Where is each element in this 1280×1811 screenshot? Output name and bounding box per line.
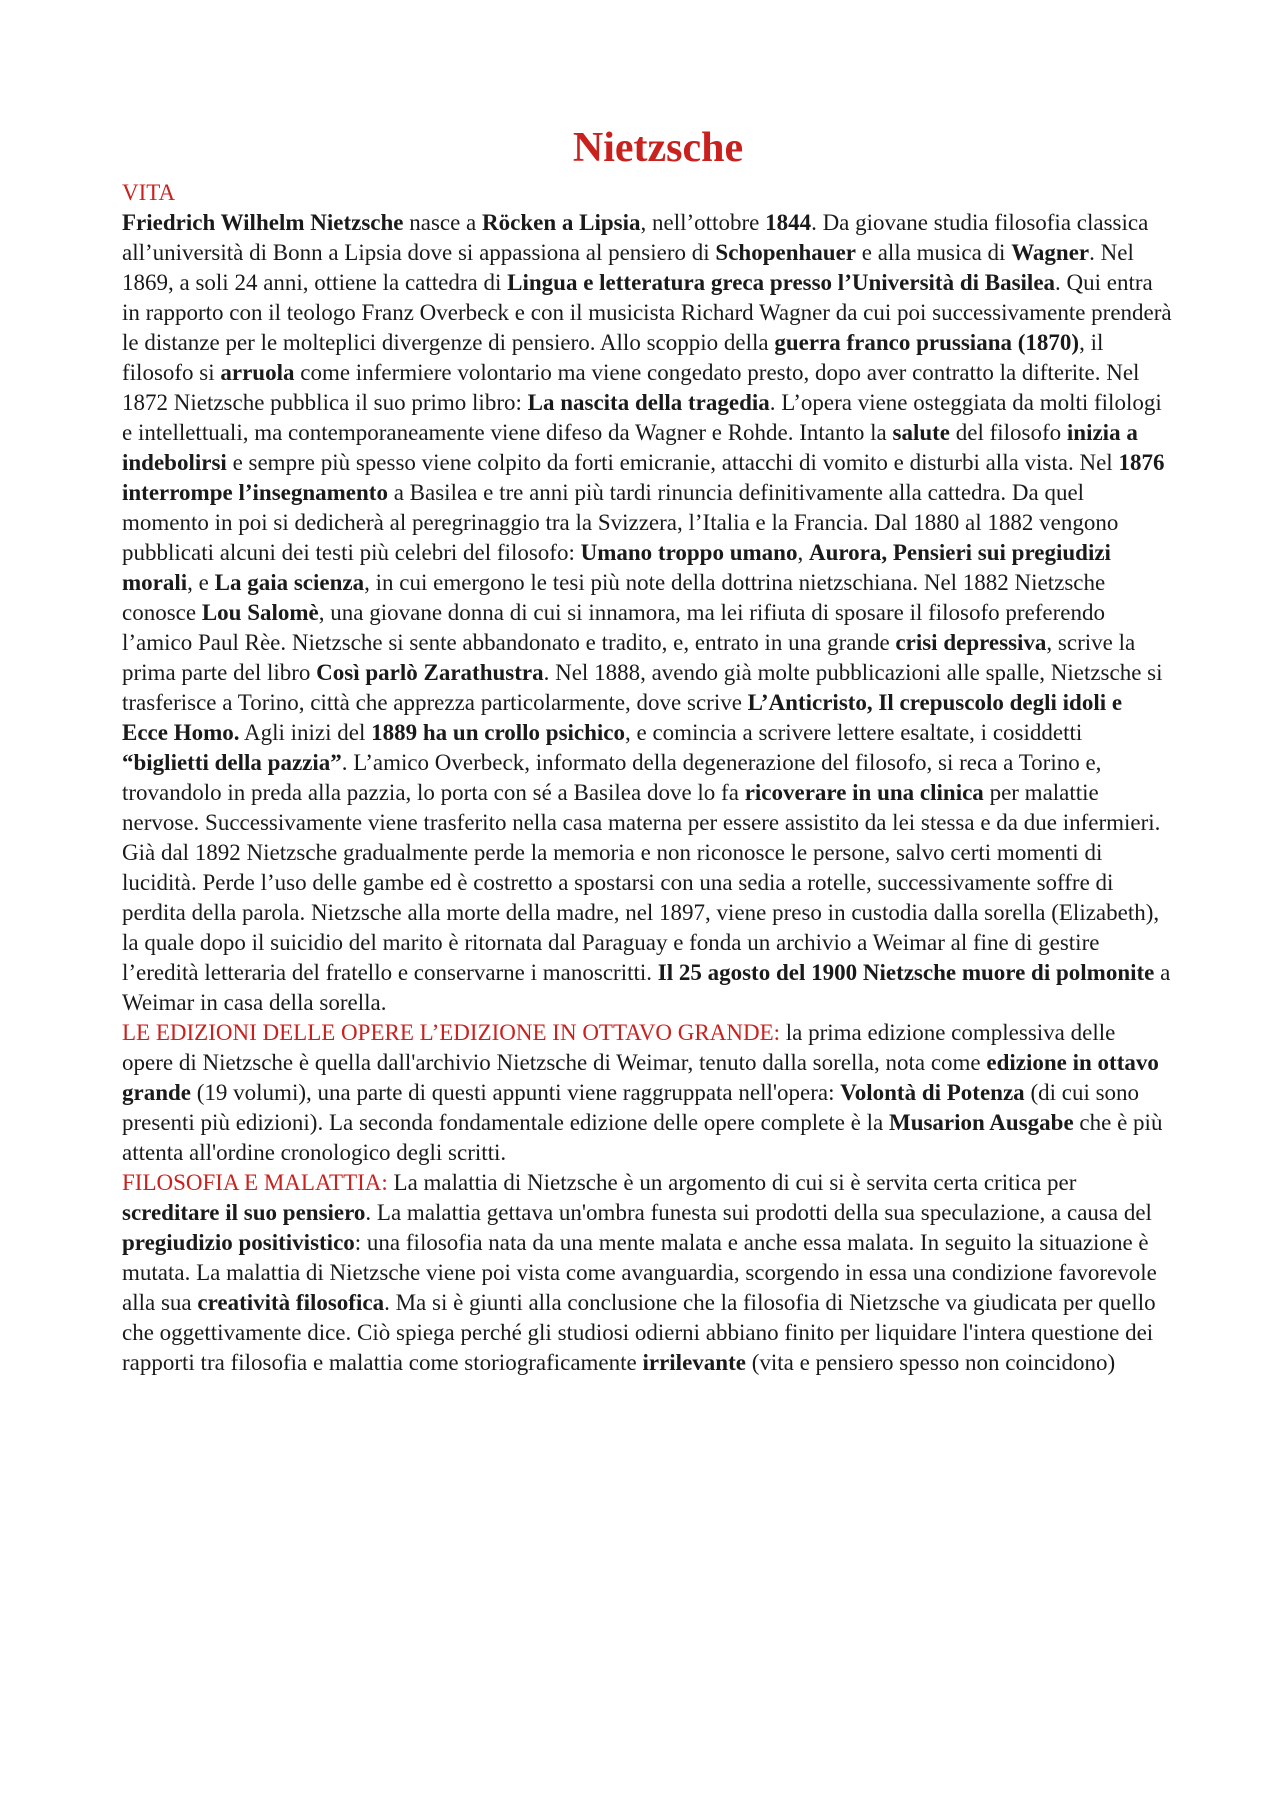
text-run: a Weimar in casa della sorella. [122,960,1171,1015]
section-heading: FILOSOFIA E MALATTIA: [122,1170,388,1195]
text-run: (di cui sono presenti più edizioni). La seconda fondamentale edizione delle opere complete è la [122,1080,1140,1135]
text-run: . Da giovane studia filosofia classica all’università di Bonn a Lipsia dove si appassiona al pensiero di [122,210,1149,265]
text-run: la prima edizione complessiva delle opere di Nietzsche è quella dall'archivio Nietzsche di Weimar, tenuto dalla sorella, nota come [122,1020,1116,1075]
text-run: nasce a [403,210,483,235]
text-run: (vita e pensiero spesso non coincidono) [745,1350,1116,1375]
bold-text: creatività filosofica [197,1290,385,1315]
bold-text: 1889 ha un crollo psichico [371,720,626,745]
bold-text: Musarion Ausgabe [888,1110,1074,1135]
text-run: , il filosofo si [122,330,1104,385]
text-run: e sempre più spesso viene colpito da forti emicranie, attacchi di vomito e disturbi alla vista. Nel [226,450,1119,475]
bold-text: Il 25 agosto del 1900 Nietzsche muore di polmonite [657,960,1155,985]
bold-text: salute [892,420,950,445]
bold-text: 1844 [765,210,812,235]
bold-text: Friedrich Wilhelm Nietzsche [122,210,404,235]
section [122,1168,1172,1378]
text-run: . Ma si è giunti alla conclusione che la filosofia di Nietzsche va giudicata per quello che oggettivamente dice. Ciò spiega perché gli studiosi odierni abbiano finito per liquidare l'intera questione dei rapporti tra filosofia e malattia come storiograficamente [122,1290,1156,1375]
bold-text: La gaia scienza [214,570,365,595]
text-run: , scrive la prima parte del libro [122,630,1136,685]
bold-text: crisi depressiva [895,630,1047,655]
text-run: (19 volumi), una parte di questi appunti viene raggruppata nell'opera: [191,1080,841,1105]
text-run: , nell’ottobre [640,210,766,235]
bold-text: Lingua e letteratura greca presso l’Università di Basilea [507,270,1056,295]
bold-text: edizione in ottavo grande [122,1050,1159,1105]
text-run: Agli inizi del [239,720,372,745]
text-run: . L’opera viene osteggiata da molti filologi e intellettuali, ma contemporaneamente viene difeso da Wagner e Rohde. Intanto la [122,390,1162,445]
bold-text: Wagner [1011,240,1090,265]
bold-text: 1876 interrompe l’insegnamento [122,450,1165,505]
bold-text: Lou Salomè [201,600,319,625]
text-run: , e comincia a scrivere lettere esaltate, i cosiddetti [625,720,1083,745]
document-body [122,178,1172,1378]
bold-text: screditare il suo pensiero [122,1200,366,1225]
text-run: , e [187,570,215,595]
section-paragraph [122,1168,1172,1378]
text-run: . Qui entra in rapporto con il teologo Franz Overbeck e con il musicista Richard Wagner da cui poi successivamente prenderà le distanze per le molteplici divergenze di pensiero. Allo scoppio della [122,270,1172,355]
document-title: Nietzsche [572,125,744,171]
section-heading: VITA [122,180,176,205]
bold-text: guerra franco prussiana (1870) [774,330,1080,355]
section-heading: LE EDIZIONI DELLE OPERE L’EDIZIONE IN OTTAVO GRANDE: [122,1020,781,1045]
text-run: che è più attenta all'ordine cronologico degli scritti. [122,1110,1163,1165]
document-page [122,118,1172,1378]
bold-text: irrilevante [642,1350,746,1375]
bold-text: pregiudizio positivistico [122,1230,355,1255]
text-run: come infermiere volontario ma viene congedato presto, dopo aver contratto la difterite. Nel 1872 Nietzsche pubblica il suo primo libro: [122,360,1140,415]
text-run: La malattia di Nietzsche è un argomento di cui si è servita certa critica per [387,1170,1077,1195]
section [122,178,1172,1018]
bold-text: arruola [220,360,295,385]
bold-text: ricoverare in una clinica [744,780,984,805]
bold-text: Umano troppo umano [580,540,798,565]
text-run: . La malattia gettava un'ombra funesta sui prodotti della sua speculazione, a causa del [365,1200,1152,1225]
text-run: . L’amico Overbeck, informato della degenerazione del filosofo, si reca a Torino e, trovandolo in preda alla pazzia, lo porta con sé a Basilea dove lo fa [122,750,1102,805]
text-run: del filosofo [950,420,1067,445]
text-run: : una filosofia nata da una mente malata e anche essa malata. In seguito la situazione è mutata. La malattia di Nietzsche viene poi vista come avanguardia, scorgendo in essa una condizione favorevole alla sua [122,1230,1157,1315]
bold-text: Volontà di Potenza [840,1080,1025,1105]
bold-text: Röcken a Lipsia [482,210,641,235]
text-run: per malattie nervose. Successivamente viene trasferito nella casa materna per essere assistito da lei stessa e da due infermieri. Già dal 1892 Nietzsche gradualmente perde la memoria e non riconosce le persone, salvo certi momenti di lucidità. Perde l’uso delle gambe ed è costretto a spostarsi con una sedia a rotelle, successivamente soffre di perdita della parola. Nietzsche alla morte della madre, nel 1897, viene preso in custodia dalla sorella (Elizabeth), la quale dopo il suicidio del marito è ritornata dal Paraguay e fonda un archivio a Weimar al fine di gestire l’eredità letteraria del fratello e conservarne i manoscritti. [122,780,1161,985]
text-run: a Basilea e tre anni più tardi rinuncia definitivamente alla cattedra. Da quel momento in poi si dedicherà al peregrinaggio tra la Svizzera, l’Italia e la Francia. Dal 1880 al 1882 vengono pubblicati alcuni dei testi più celebri del filosofo: [122,480,1119,565]
text-run: , in cui emergono le tesi più note della dottrina nietzschiana. Nel 1882 Nietzsche conosce [122,570,1106,625]
text-run: . Nel 1888, avendo già molte pubblicazioni alle spalle, Nietzsche si trasferisce a Torino, città che apprezza particolarmente, dove scrive [122,660,1163,715]
bold-text: Schopenhauer [715,240,856,265]
text-run: e alla musica di [856,240,1012,265]
bold-text: L’Anticristo, Il crepuscolo degli idoli e Ecce Homo. [122,690,1123,745]
text-run: , [797,540,809,565]
section [122,1018,1172,1168]
bold-text: Così parlò Zarathustra [316,660,544,685]
bold-text: Aurora, Pensieri sui pregiudizi morali [122,540,1111,595]
bold-text: “biglietti della pazzia” [122,750,342,775]
text-run: . Nel 1869, a soli 24 anni, ottiene la cattedra di [122,240,1134,295]
bold-text: La nascita della tragedia [527,390,770,415]
section-paragraph [122,208,1172,1018]
bold-text: inizia a indebolirsi [122,420,1138,475]
text-run: , una giovane donna di cui si innamora, ma lei rifiuta di sposare il filosofo preferendo l’amico Paul Rèe. Nietzsche si sente abbandonato e tradito, e, entrato in una grande [122,600,1106,655]
section-paragraph [122,1018,1172,1168]
